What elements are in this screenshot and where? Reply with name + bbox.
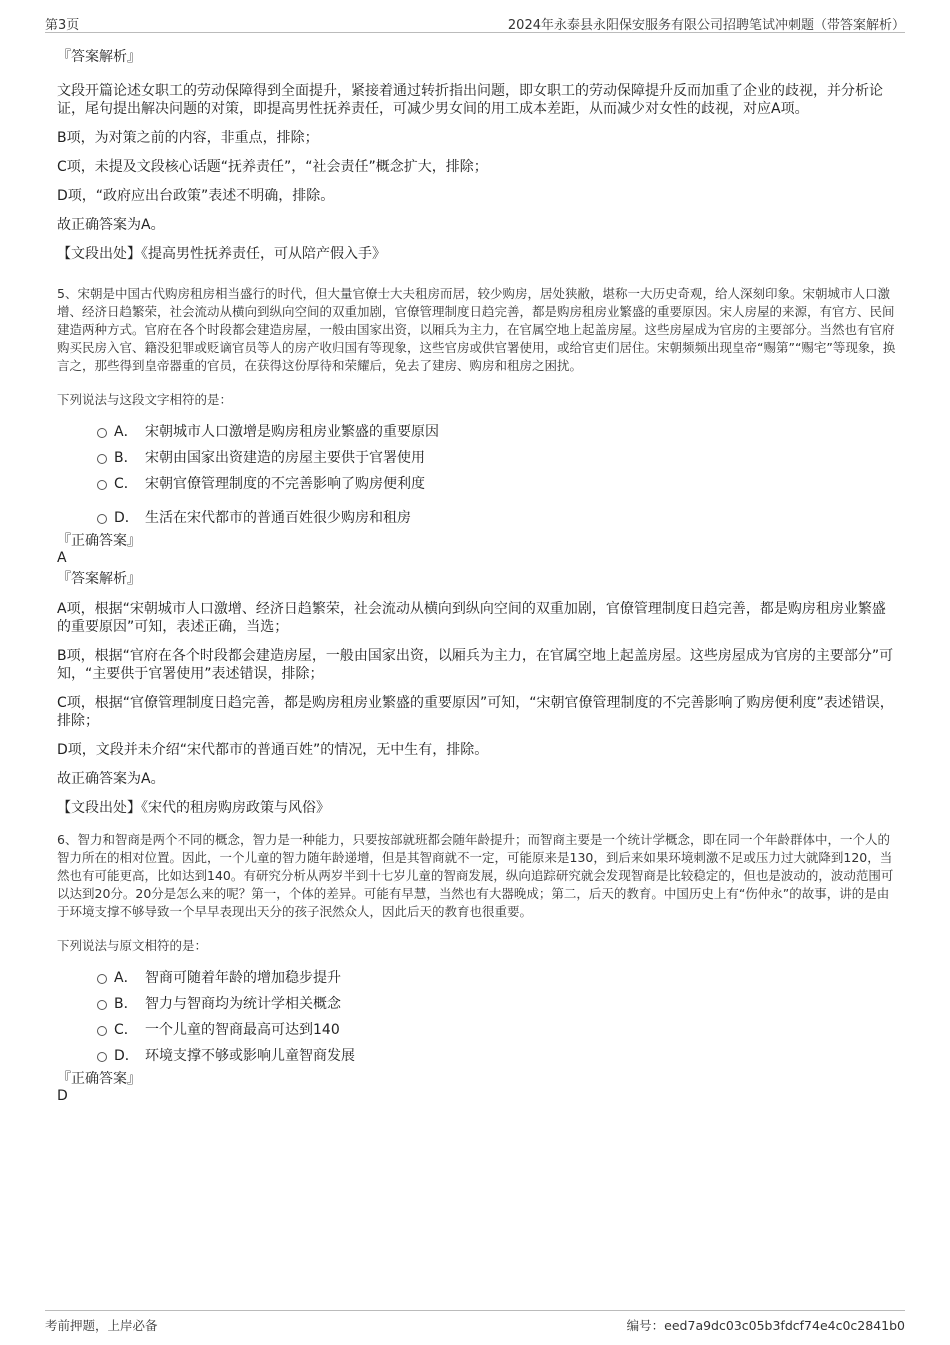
page-content — [57, 44, 898, 1105]
q4-analysis-para: D项，“政府应出台政策”表述不明确，排除。 — [57, 188, 335, 204]
q6-option-c[interactable]: C． 一个儿童的智商最高可达到140 — [57, 1021, 898, 1039]
q5-option-a[interactable]: A． 宋朝城市人口激增是购房租房业繁盛的重要原因 — [57, 423, 898, 441]
document-title: 2024年永泰县永阳保安服务有限公司招聘笔试冲刺题（带答案解析） — [507, 18, 905, 33]
q5-options — [57, 423, 898, 527]
q4-analysis-para: C项，未提及文段核心话题“抚养责任”，“社会责任”概念扩大，排除； — [57, 159, 488, 175]
q5-correct-answer: A — [57, 550, 67, 566]
q5-analysis-para: A项，根据“宋朝城市人口激增、经济日趋繁荣，社会流动从横向到纵向空间的双重加剧，官僚管理制度日趋完善，都是购房租房业繁盛的重要原因”可知，表述正确，当选； — [57, 601, 886, 635]
q6-stem: 下列说法与原文相符的是： — [57, 938, 208, 953]
q6-option-a[interactable]: A． 智商可随着年龄的增加稳步提升 — [57, 969, 898, 987]
q5-analysis-para: D项，文段并未介绍“宋代都市的普通百姓”的情况，无中生有，排除。 — [57, 742, 489, 758]
document-code — [627, 1316, 905, 1334]
q4-source: 【文段出处】《提高男性抚养责任，可从陪产假入手》 — [57, 246, 386, 262]
radio-icon[interactable] — [97, 974, 107, 984]
code-value: eed7a9dc03c05b3fdcf74e4c0c2841b0 — [664, 1318, 905, 1333]
q5-analysis-para: B项，根据“官府在各个时段都会建造房屋，一般由国家出资，以厢兵为主力，在官属空地上起盖房屋。这些房屋成为官房的主要部分”可知，“主要供于官署使用”表述错误，排除； — [57, 648, 894, 682]
radio-icon[interactable] — [97, 428, 107, 438]
q4-analysis-para: B项，为对策之前的内容，非重点，排除； — [57, 130, 319, 146]
q5-analysis-para: C项，根据“官僚管理制度日趋完善，都是购房租房业繁盛的重要原因”可知，“宋朝官僚管理制度的不完善影响了购房便利度”表述错误，排除； — [57, 695, 894, 729]
q5-stem: 下列说法与这段文字相符的是： — [57, 392, 233, 407]
page-header — [45, 14, 905, 33]
q6-correct-answer: D — [57, 1088, 68, 1104]
q5-correct-label: 『正确答案』 — [57, 533, 141, 549]
radio-icon[interactable] — [97, 454, 107, 464]
q5-option-c[interactable]: C． 宋朝官僚管理制度的不完善影响了购房便利度 — [57, 475, 898, 493]
q4-answer-line: 故正确答案为A。 — [57, 217, 165, 233]
radio-icon[interactable] — [97, 1000, 107, 1010]
code-label: 编号： — [626, 1318, 665, 1333]
page-number: 第3页 — [45, 18, 80, 33]
page-footer — [45, 1310, 905, 1337]
radio-icon[interactable] — [97, 1026, 107, 1036]
footer-slogan: 考前押题，上岸必备 — [45, 1318, 158, 1333]
q6-option-b[interactable]: B． 智力与智商均为统计学相关概念 — [57, 995, 898, 1013]
radio-icon[interactable] — [97, 1052, 107, 1062]
q6-correct-label: 『正确答案』 — [57, 1071, 141, 1087]
q5-answer-line: 故正确答案为A。 — [57, 771, 165, 787]
q5-option-b[interactable]: B． 宋朝由国家出资建造的房屋主要供于官署使用 — [57, 449, 898, 467]
q5-analysis-label: 『答案解析』 — [57, 571, 141, 587]
q6-options — [57, 969, 898, 1065]
q6-option-d[interactable]: D． 环境支撑不够或影响儿童智商发展 — [57, 1047, 898, 1065]
q5-option-d[interactable]: D． 生活在宋代都市的普通百姓很少购房和租房 — [57, 509, 898, 527]
q5-passage: 5、宋朝是中国古代购房租房相当盛行的时代，但大量官僚士大夫租房而居，较少购房，居处狭敝，堪称一大历史奇观，给人深刻印象。宋朝城市人口激增、经济日趋繁荣，社会流动从横向到纵向空间的双重加剧，官僚管理制度日趋完善，都是购房租房业繁盛的重要原因。宋人房屋的来源，有官方、民间建造两种方式。官府在各个时段都会建造房屋，一般由国家出资，以厢兵为主力，在官属空地上起盖房屋。这些房屋成为官房的主要部分。当然也有官府购买民房入官、籍没犯罪或贬谪官员等人的房产收归国有等现象，这些官房或供官署使用，或给官吏们居住。宋朝频频出现皇帝“赐第”“赐宅”等现象，换言之，那些得到皇帝器重的官员，在获得这份厚待和荣耀后，免去了建房、购房和租房之困扰。 — [57, 286, 896, 373]
radio-icon[interactable] — [97, 514, 107, 524]
q5-source: 【文段出处】《宋代的租房购房政策与风俗》 — [57, 800, 330, 816]
q6-passage: 6、智力和智商是两个不同的概念，智力是一种能力，只要按部就班都会随年龄提升；而智商主要是一个统计学概念，即在同一个年龄群体中，一个人的智力所在的相对位置。因此，一个儿童的智力随年龄递增，但是其智商就不一定，可能原来是130，到后来如果环境刺激不足或压力过大就降到120，当然也有可能更高，比如达到140。有研究分析从两岁半到十七岁儿童的智商发展，纵向追踪研究就会发现智商是比较稳定的，但也是波动的，波动范围可以达到20分。20分是怎么来的呢？第一，个体的差异。可能有早慧，当然也有大器晚成；第二，后天的教育。中国历史上有“伤仲永”的故事，讲的是由于环境支撑不够导致一个早早表现出天分的孩子泯然众人，因此后天的教育也很重要。 — [57, 832, 894, 919]
q4-analysis-label: 『答案解析』 — [57, 49, 141, 65]
radio-icon[interactable] — [97, 480, 107, 490]
q4-analysis-para: 文段开篇论述女职工的劳动保障得到全面提升，紧接着通过转折指出问题，即女职工的劳动保障提升反而加重了企业的歧视，并分析论证，尾句提出解决问题的对策，即提高男性抚养责任，可减少男女间的用工成本差距，从而减少对女性的歧视，对应A项。 — [57, 83, 883, 117]
